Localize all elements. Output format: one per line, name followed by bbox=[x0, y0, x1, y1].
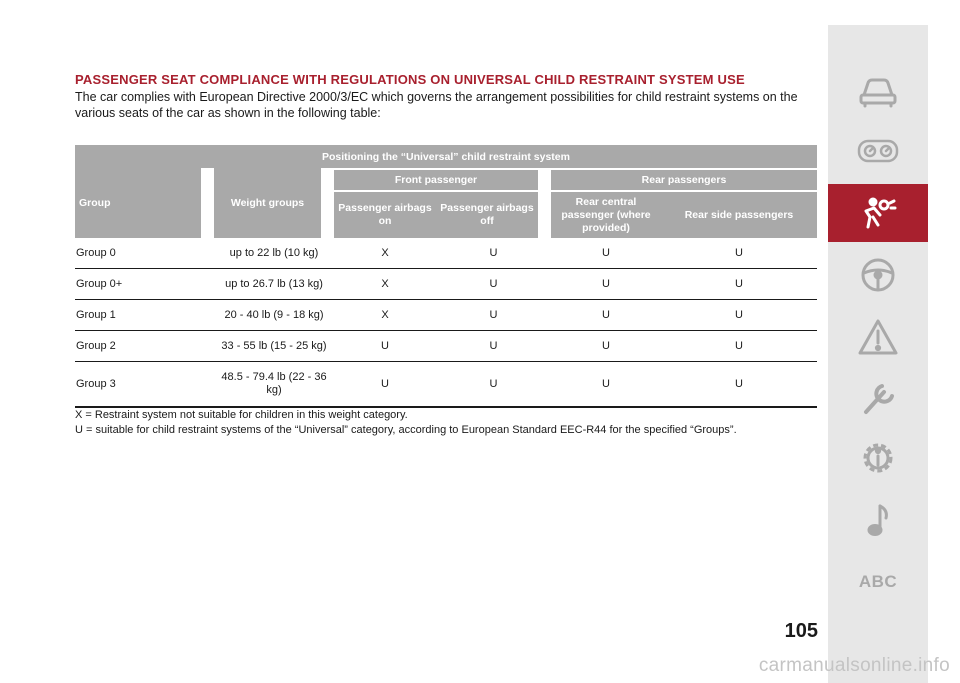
group-cell: Group 2 bbox=[75, 331, 214, 362]
table-row bbox=[75, 300, 817, 331]
rear-central-cell: U bbox=[551, 362, 661, 408]
section-heading: PASSENGER SEAT COMPLIANCE WITH REGULATIONS ON UNIVERSAL CHILD RESTRAINT SYSTEM USE bbox=[75, 72, 745, 87]
steering-wheel-icon[interactable] bbox=[828, 246, 928, 304]
column-header-weight: Weight groups bbox=[214, 168, 334, 238]
table-notes bbox=[75, 408, 817, 438]
group-cell: Group 0+ bbox=[75, 269, 214, 300]
airbag-on-cell: U bbox=[334, 362, 436, 408]
abc-label: ABC bbox=[858, 572, 898, 591]
rear-central-cell: U bbox=[551, 269, 661, 300]
column-header-group: Group bbox=[75, 168, 214, 238]
weight-cell: 33 - 55 lb (15 - 25 kg) bbox=[214, 331, 334, 362]
note-x: X = Restraint system not suitable for children in this weight category. bbox=[75, 409, 408, 421]
airbag-off-cell: U bbox=[436, 331, 551, 362]
column-header-rear-side: Rear side passengers bbox=[661, 190, 817, 238]
airbag-safety-icon[interactable] bbox=[828, 184, 928, 242]
intro-paragraph: The car complies with European Directive 2000/3/EC which governs the arrangement possibilities for child restraint systems on the various seats of the car as shown in the following table: bbox=[75, 90, 798, 120]
column-header-rear-passengers: Rear passengers bbox=[551, 168, 817, 190]
page-number: 105 bbox=[784, 620, 818, 642]
table-title: Positioning the “Universal” child restraint system bbox=[75, 145, 817, 168]
warning-icon[interactable] bbox=[828, 308, 928, 366]
group-cell: Group 3 bbox=[75, 362, 214, 408]
rear-side-cell: U bbox=[661, 331, 817, 362]
rear-central-cell: U bbox=[551, 238, 661, 269]
table-row bbox=[75, 238, 817, 269]
music-note-icon[interactable] bbox=[828, 491, 928, 549]
content-area bbox=[75, 72, 817, 121]
compliance-table bbox=[75, 145, 817, 408]
column-header-airbag-off: Passenger airbags off bbox=[436, 190, 551, 238]
rear-central-cell: U bbox=[551, 300, 661, 331]
abc-icon[interactable] bbox=[828, 553, 928, 611]
table-row bbox=[75, 269, 817, 300]
rear-side-cell: U bbox=[661, 362, 817, 408]
info-gear-icon[interactable] bbox=[828, 429, 928, 487]
airbag-off-cell: U bbox=[436, 362, 551, 408]
watermark: carmanualsonline.info bbox=[758, 655, 950, 676]
group-cell: Group 0 bbox=[75, 238, 214, 269]
weight-cell: up to 22 lb (10 kg) bbox=[214, 238, 334, 269]
column-header-airbag-on: Passenger airbags on bbox=[334, 190, 436, 238]
airbag-on-cell: X bbox=[334, 300, 436, 331]
rear-central-cell: U bbox=[551, 331, 661, 362]
column-header-rear-central: Rear central passenger (where provided) bbox=[551, 190, 661, 238]
note-u: U = suitable for child restraint systems of the “Universal” category, according to European Standard EEC-R44 for the specified “Groups”. bbox=[75, 424, 737, 436]
group-cell: Group 1 bbox=[75, 300, 214, 331]
table-row bbox=[75, 362, 817, 408]
chapter-sidebar bbox=[828, 25, 928, 683]
weight-cell: 48.5 - 79.4 lb (22 - 36 kg) bbox=[214, 362, 334, 408]
weight-cell: up to 26.7 lb (13 kg) bbox=[214, 269, 334, 300]
airbag-on-cell: U bbox=[334, 331, 436, 362]
weight-cell: 20 - 40 lb (9 - 18 kg) bbox=[214, 300, 334, 331]
car-icon[interactable] bbox=[828, 62, 928, 120]
rear-side-cell: U bbox=[661, 269, 817, 300]
airbag-off-cell: U bbox=[436, 300, 551, 331]
table-row bbox=[75, 331, 817, 362]
airbag-off-cell: U bbox=[436, 269, 551, 300]
rear-side-cell: U bbox=[661, 238, 817, 269]
airbag-on-cell: X bbox=[334, 269, 436, 300]
rear-side-cell: U bbox=[661, 300, 817, 331]
dashboard-icon[interactable] bbox=[828, 122, 928, 180]
column-header-front-passenger: Front passenger bbox=[334, 168, 551, 190]
airbag-on-cell: X bbox=[334, 238, 436, 269]
wrench-icon[interactable] bbox=[828, 369, 928, 427]
airbag-off-cell: U bbox=[436, 238, 551, 269]
